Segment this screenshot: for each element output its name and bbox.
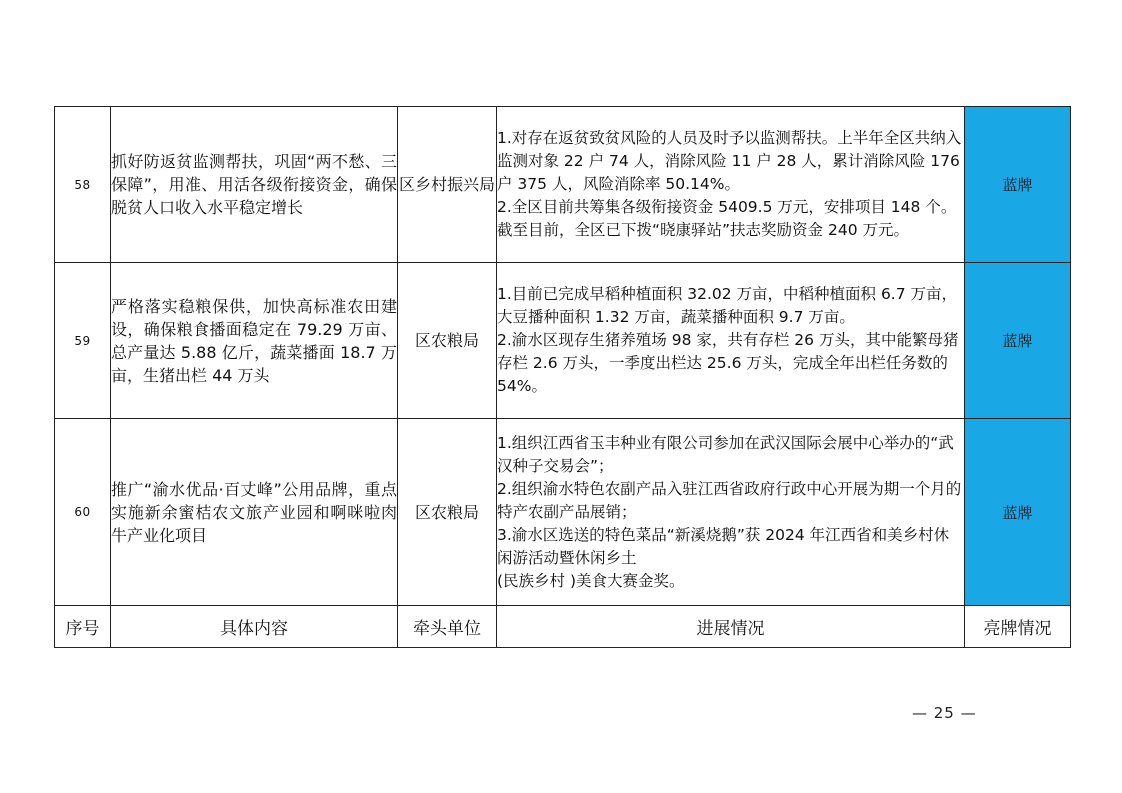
progress-item: (民族乡村 )美食大赛金奖。 [497,571,685,590]
page-number: — 25 — [912,704,977,722]
progress-item: 1.目前已完成早稻种植面积 32.02 万亩，中稻种植面积 6.7 万亩，大豆播种面积 1.32 万亩，蔬菜播种面积 9.7 万亩。 [497,285,958,326]
header-unit: 牵头单位 [398,606,497,648]
lead-unit: 区农粮局 [398,419,497,606]
lead-unit: 区乡村振兴局 [398,107,497,263]
progress-item: 2.组织渝水特色农副产品入驻江西省政府行政中心开展为期一个月的特产农副产品展销； [497,479,962,521]
task-content: 抓好防返贫监测帮扶，巩固“两不愁、三保障”，用准、用活各级衔接资金，确保脱贫人口收入水平稳定增长 [111,107,398,263]
progress-item: 2.渝水区现存生猪养殖场 98 家，共有存栏 26 万头，其中能繁母猪存栏 2.6 万头，一季度出栏达 25.6 万头，完成全年出栏任务数的 54%。 [497,331,959,395]
table-row [55,107,1071,263]
progress-cell [497,107,965,263]
progress-cell [497,263,965,419]
lead-unit: 区农粮局 [398,263,497,419]
status-badge: 蓝牌 [965,419,1071,606]
header-status: 亮牌情况 [965,606,1071,648]
row-number: 58 [55,107,111,263]
table-header-row [55,606,1071,648]
progress-item: 1.对存在返贫致贫风险的人员及时予以监测帮扶。上半年全区共纳入监测对象 22 户 74 人，消除风险 11 户 28 人，累计消除风险 176 户 375 人，风险消除率 50.14%。 [497,129,962,193]
task-content: 严格落实稳粮保供，加快高标准农田建设，确保粮食播面稳定在 79.29 万亩、总产量达 5.88 亿斤，蔬菜播面 18.7 万亩，生猪出栏 44 万头 [111,263,398,419]
task-content: 推广“渝水优品·百丈峰”公用品牌，重点实施新余蜜桔农文旅产业园和啊咪啦肉牛产业化项目 [111,419,398,606]
progress-item: 1.组织江西省玉丰种业有限公司参加在武汉国际会展中心举办的“武汉种子交易会”； [497,433,954,475]
table-row [55,263,1071,419]
row-number: 60 [55,419,111,606]
header-content: 具体内容 [111,606,398,648]
status-badge: 蓝牌 [965,107,1071,263]
progress-cell [497,419,965,606]
header-no: 序号 [55,606,111,648]
header-progress: 进展情况 [497,606,965,648]
progress-item: 2.全区目前共筹集各级衔接资金 5409.5 万元，安排项目 148 个。截至目前，全区已下拨“晓康驿站”扶志奖励资金 240 万元。 [497,198,957,239]
row-number: 59 [55,263,111,419]
progress-table [54,106,1071,648]
table-row [55,419,1071,606]
progress-item: 3.渝水区选送的特色菜品“新溪烧鹅”获 2024 年江西省和美乡村休闲游活动暨休闲乡土 [497,525,950,567]
status-badge: 蓝牌 [965,263,1071,419]
